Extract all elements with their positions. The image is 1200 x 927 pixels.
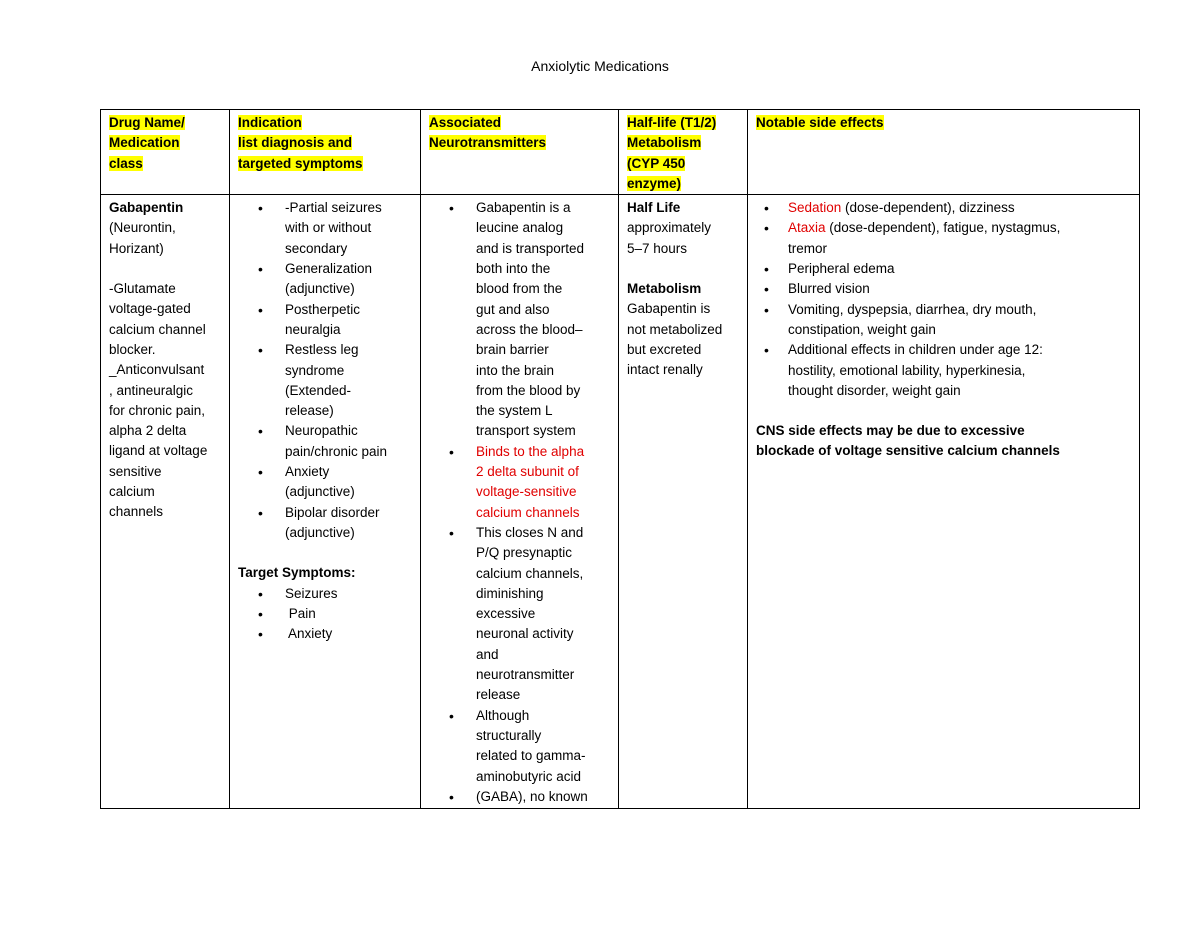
list-item-line: Generalization [285, 261, 373, 277]
side-effect-item [788, 340, 1131, 401]
metabolism-value [627, 299, 739, 380]
neurotransmitter-list [429, 198, 610, 807]
list-item-line: excessive [476, 606, 536, 622]
list-item-line: (Extended- [285, 382, 352, 398]
list-item-line: calcium channels, [476, 565, 584, 581]
side-effect-highlight: Ataxia [788, 220, 826, 236]
list-item-line: related to gamma- [476, 748, 586, 764]
list-item-line: This closes N and [476, 524, 584, 540]
list-item-line: gut and also [476, 301, 550, 317]
header-label-line: Metabolism [627, 135, 702, 151]
header-label-line: Medication [109, 135, 180, 151]
target-symptoms-label: Target Symptoms: [238, 565, 356, 581]
text-line: not metabolized [627, 321, 723, 337]
neurotransmitter-cell [421, 195, 619, 809]
side-effect-text: (dose-dependent), dizziness [841, 200, 1015, 216]
list-item-line: Gabapentin is a [476, 200, 571, 216]
list-item-line: release) [285, 403, 334, 419]
text-line: approximately [627, 220, 712, 236]
header-label-line: Half-life (T1/2) [627, 115, 717, 130]
neurotransmitter-item [476, 787, 610, 807]
metabolism-label: Metabolism [627, 281, 702, 297]
side-effect-item [788, 218, 1131, 259]
list-item-line: Binds to the alpha [476, 443, 585, 459]
list-item-line: (adjunctive) [285, 484, 355, 500]
list-item-line: structurally [476, 727, 542, 743]
list-item-line: Postherpetic [285, 301, 361, 317]
header-drug-name [101, 110, 230, 195]
drug-class [109, 279, 221, 523]
header-label-line: targeted symptoms [238, 155, 363, 171]
neurotransmitter-item [476, 442, 610, 523]
list-item-line: from the blood by [476, 382, 581, 398]
header-label-line: Associated [429, 115, 502, 130]
side-effect-highlight: Sedation [788, 200, 842, 216]
list-item-line: Restless leg [285, 342, 359, 358]
text-line: _Anticonvulsant [109, 362, 205, 378]
list-item-line: Neuropathic [285, 423, 358, 439]
header-indication [230, 110, 421, 195]
list-item-line: brain barrier [476, 342, 549, 358]
target-symptom-item: • Pain [285, 604, 412, 624]
list-item-line: the system L [476, 403, 553, 419]
neurotransmitter-item [476, 523, 610, 706]
neurotransmitter-item [476, 706, 610, 787]
header-label-line: class [109, 155, 143, 171]
indication-item [285, 198, 412, 259]
list-item-line: into the brain [476, 362, 555, 378]
list-item-line: release [476, 687, 521, 703]
side-effect-text: Additional effects in children under age 12: [788, 342, 1043, 358]
side-effect-item [788, 259, 1131, 279]
list-item-line: Anxiety [285, 464, 330, 480]
text-line: but excreted [627, 341, 702, 357]
text-line: alpha 2 delta [109, 423, 187, 439]
neurotransmitter-item [476, 198, 610, 442]
list-item-line: aminobutyric acid [476, 768, 582, 784]
header-label-line: Neurotransmitters [429, 135, 547, 151]
half-life-value [627, 218, 739, 259]
half-life-label: Half Life [627, 200, 681, 216]
header-label-line: (CYP 450 [627, 155, 686, 171]
text-line: 5–7 hours [627, 240, 688, 256]
medication-table [100, 109, 1140, 809]
list-item-line: calcium channels [476, 504, 580, 520]
list-item-line: neuronal activity [476, 626, 574, 642]
side-effect-text: Peripheral edema [788, 261, 895, 277]
side-effect-text: Vomiting, dyspepsia, diarrhea, dry mouth, [788, 301, 1037, 317]
text-line: calcium [109, 484, 155, 500]
text-line: blocker. [109, 341, 156, 357]
side-effect-text: tremor [788, 240, 828, 256]
gabapentin-row [101, 195, 1140, 809]
side-effect-text: constipation, weight gain [788, 321, 936, 337]
list-item-line: across the blood– [476, 321, 583, 337]
indication-item [285, 462, 412, 503]
text-line: intact renally [627, 362, 703, 378]
list-item-line: syndrome [285, 362, 345, 378]
header-neurotransmitters [421, 110, 619, 195]
list-item-line: diminishing [476, 585, 544, 601]
indication-item [285, 340, 412, 421]
text-line: voltage-gated [109, 301, 191, 317]
list-item-line: both into the [476, 261, 551, 277]
drug-brand [109, 218, 221, 259]
header-half-life [619, 110, 748, 195]
page-title: Anxiolytic Medications [531, 58, 669, 74]
list-item-line: secondary [285, 240, 348, 256]
target-symptom-item: • Anxiety [285, 624, 412, 644]
side-effects-list [756, 198, 1131, 401]
list-item-line: blood from the [476, 281, 563, 297]
header-label-line: list diagnosis and [238, 135, 353, 151]
text-line: (Neurontin, [109, 220, 176, 236]
list-item-line: neuralgia [285, 321, 341, 337]
list-item-line: Although [476, 707, 530, 723]
header-label-line: Drug Name/ [109, 115, 185, 130]
text-line: Gabapentin is [627, 301, 711, 317]
half-life-cell [619, 195, 748, 809]
list-item-line: neurotransmitter [476, 667, 575, 683]
header-label-line: Indication [238, 115, 302, 130]
list-item-line: Bipolar disorder [285, 504, 380, 520]
header-row [101, 110, 1140, 195]
side-effect-text: thought disorder, weight gain [788, 382, 961, 398]
cns-note [756, 421, 1131, 462]
header-label-line: enzyme) [627, 175, 682, 191]
list-item-line: (adjunctive) [285, 524, 355, 540]
list-item-line: voltage-sensitive [476, 484, 577, 500]
indication-list [238, 198, 412, 543]
text-line: sensitive [109, 463, 162, 479]
side-effect-item [788, 198, 1131, 218]
list-item-line: with or without [285, 220, 372, 236]
indication-item [285, 259, 412, 300]
text-line: , antineuralgic [109, 382, 194, 398]
list-item-line: -Partial seizures [285, 200, 382, 216]
text-line: for chronic pain, [109, 402, 206, 418]
list-item-line: (adjunctive) [285, 281, 355, 297]
target-symptom-item: • Seizures [285, 584, 412, 604]
list-item-line: leucine analog [476, 220, 564, 236]
list-item-line: transport system [476, 423, 576, 439]
side-effect-text: (dose-dependent), fatigue, nystagmus, [825, 220, 1061, 236]
text-line: ligand at voltage [109, 443, 208, 459]
text-line: Horizant) [109, 240, 164, 256]
indication-cell [230, 195, 421, 809]
list-item-line: P/Q presynaptic [476, 545, 573, 561]
indication-item [285, 503, 412, 544]
text-line: -Glutamate [109, 281, 176, 297]
list-item-line: and [476, 646, 499, 662]
text-line: blockade of voltage sensitive calcium channels [756, 443, 1060, 459]
list-item-line: and is transported [476, 240, 585, 256]
indication-item [285, 300, 412, 341]
side-effect-text: Blurred vision [788, 281, 870, 297]
drug-cell [101, 195, 230, 809]
text-line: CNS side effects may be due to excessive [756, 423, 1025, 439]
side-effect-item [788, 300, 1131, 341]
list-item-line: pain/chronic pain [285, 443, 388, 459]
list-item-line: 2 delta subunit of [476, 464, 579, 480]
side-effects-cell [748, 195, 1140, 809]
list-item-line: (GABA), no known [476, 788, 588, 804]
text-line: channels [109, 504, 164, 520]
text-line: calcium channel [109, 321, 206, 337]
side-effect-item [788, 279, 1131, 299]
header-label-line: Notable side effects [756, 115, 884, 130]
header-side-effects [748, 110, 1140, 195]
side-effect-text: hostility, emotional lability, hyperkinesia, [788, 362, 1026, 378]
target-symptoms-list [238, 584, 412, 645]
indication-item [285, 421, 412, 462]
drug-name: Gabapentin [109, 200, 184, 216]
